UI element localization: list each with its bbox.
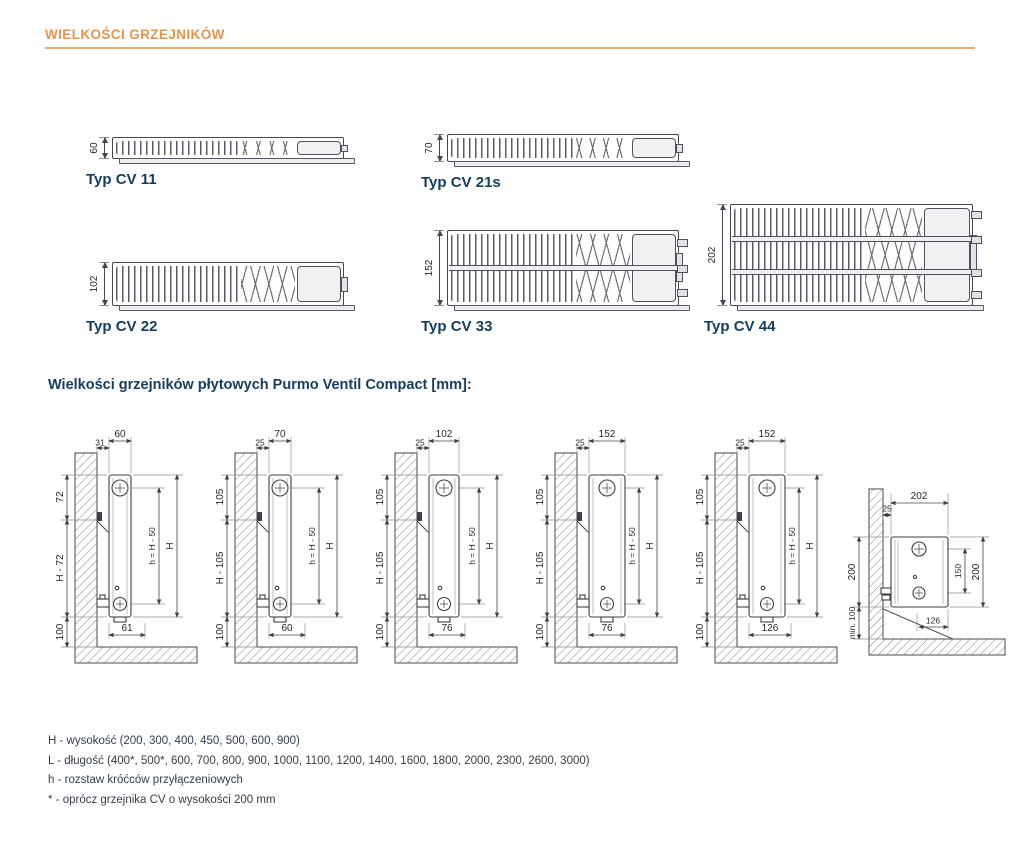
legend-line-footnote: * - oprócz grzejnika CV o wysokości 200 mm: [48, 793, 276, 806]
svg-text:105: 105: [375, 488, 386, 506]
radiator-top-view-cv44: [704, 204, 973, 335]
wall-bracket: [417, 512, 422, 521]
svg-text:H: H: [485, 542, 496, 550]
valve: [417, 599, 429, 607]
svg-text:126: 126: [925, 615, 941, 626]
svg-text:25: 25: [415, 437, 425, 448]
convector-pattern: [241, 266, 296, 302]
svg-text:H - 105: H - 105: [695, 551, 706, 585]
wall-bracket: [577, 512, 582, 521]
svg-text:76: 76: [601, 623, 613, 634]
wall-and-floor: [75, 453, 197, 663]
foot: [601, 617, 613, 622]
svg-text:100: 100: [55, 623, 66, 641]
radiator-type-label: Typ CV 33: [421, 318, 493, 335]
legend-line-height: H - wysokość (200, 300, 400, 450, 500, 600, 900): [48, 735, 300, 747]
svg-text:200: 200: [847, 563, 858, 581]
svg-text:h = H - 50: h = H - 50: [787, 527, 797, 565]
middle-rail: [732, 236, 971, 242]
hanger-tab: [677, 265, 688, 273]
radiator-type-label: Typ CV 21s: [421, 174, 501, 191]
convector-pattern: [865, 208, 923, 302]
radiator-top-view-cv11: [86, 137, 344, 188]
radiator-body: [737, 475, 785, 622]
svg-text:H: H: [325, 542, 336, 550]
header-cap: [297, 141, 341, 155]
radiator-body: [881, 537, 953, 639]
valve: [737, 599, 749, 607]
hanger-tab: [677, 289, 688, 297]
foot: [114, 617, 126, 622]
hanger-tab: [971, 291, 982, 299]
svg-text:100: 100: [535, 623, 546, 641]
section-heading: Wielkości grzejników płytowych Purmo Ventil Compact [mm]:: [48, 377, 472, 393]
dimension-value: 60: [89, 142, 100, 154]
wall-bracket: [737, 512, 742, 521]
dimension-arrow-line: [104, 263, 105, 305]
fin-pattern: [116, 266, 239, 302]
hanger-tab: [971, 269, 982, 277]
corner-installation-diagram: [845, 467, 1027, 667]
svg-text:152: 152: [598, 429, 616, 440]
svg-text:H - 105: H - 105: [535, 551, 546, 585]
bottom-rail: [737, 305, 984, 311]
dimension-value: 102: [89, 275, 100, 293]
svg-text:H: H: [805, 542, 816, 550]
side-view-diagram-4: [525, 425, 685, 675]
svg-text:105: 105: [695, 488, 706, 506]
valve: [97, 599, 109, 607]
page-title: WIELKOŚCI GRZEJNIKÓW: [45, 27, 225, 42]
radiator-drawing: [112, 137, 344, 159]
svg-text:61: 61: [121, 623, 133, 634]
fin-pattern: [116, 141, 239, 155]
convector-pattern: [241, 141, 296, 155]
svg-text:70: 70: [274, 429, 286, 440]
svg-text:76: 76: [441, 623, 453, 634]
depth-dimension: [86, 262, 112, 306]
header-cap: [632, 138, 676, 158]
svg-text:100: 100: [695, 623, 706, 641]
dimension-value: 202: [707, 246, 718, 264]
depth-dimension: [704, 204, 730, 306]
radiator-body: [417, 475, 459, 622]
radiator-drawing: [447, 230, 679, 306]
radiator-body: [257, 475, 291, 622]
radiator-top-view-cv22: [86, 262, 344, 335]
svg-text:H: H: [645, 542, 656, 550]
dimension-arrow-line: [439, 231, 440, 305]
side-view-diagram-5: [685, 425, 845, 675]
svg-text:25: 25: [882, 503, 892, 514]
side-view-diagram-1: [45, 425, 205, 675]
middle-rail: [732, 269, 971, 275]
radiator-drawing: [730, 204, 973, 306]
header-cap: [924, 208, 970, 302]
wall-bracket: [257, 512, 262, 521]
svg-text:25: 25: [735, 437, 745, 448]
svg-text:H: H: [165, 542, 176, 550]
svg-text:150: 150: [953, 563, 963, 579]
foot: [274, 617, 286, 622]
radiator-drawing: [447, 134, 679, 162]
svg-text:126: 126: [761, 623, 779, 634]
bottom-rail: [454, 161, 690, 167]
radiator-top-view-cv33: [421, 230, 679, 335]
radiator-type-label: Typ CV 11: [86, 171, 157, 188]
bottom-rail: [119, 305, 355, 311]
valve: [881, 588, 891, 594]
legend: [48, 732, 590, 810]
legend-line-length: L - długość (400*, 500*, 600, 700, 800, 900, 1000, 1100, 1200, 1400, 1600, 1800, 2000, 2300, 2600, 3000): [48, 754, 590, 767]
valve: [257, 599, 269, 607]
radiator-body: [577, 475, 625, 622]
svg-text:h = H - 50: h = H - 50: [467, 527, 477, 565]
radiator-drawing: [112, 262, 344, 306]
svg-text:152: 152: [758, 429, 776, 440]
svg-text:31: 31: [95, 437, 105, 448]
dimension-value: 70: [424, 142, 435, 154]
legend-line-pipe-spacing: h - rozstaw króćców przyłączeniowych: [48, 774, 243, 786]
side-view-diagram-3: [365, 425, 525, 675]
svg-text:H - 105: H - 105: [375, 551, 386, 585]
dimension-value: 152: [424, 259, 435, 277]
svg-text:h = H - 50: h = H - 50: [627, 527, 637, 565]
bottom-rail: [454, 305, 690, 311]
bottom-rail: [119, 158, 355, 164]
svg-text:72: 72: [55, 491, 66, 503]
dimension-arrow-line: [722, 205, 723, 305]
svg-text:100: 100: [215, 623, 226, 641]
svg-text:105: 105: [215, 488, 226, 506]
radiator-top-view-cv21s: [421, 134, 679, 191]
svg-text:102: 102: [435, 429, 453, 440]
svg-text:105: 105: [535, 488, 546, 506]
dimension-arrow-line: [104, 138, 105, 158]
svg-text:100: 100: [375, 623, 386, 641]
hanger-tab: [677, 239, 688, 247]
svg-text:200: 200: [971, 563, 982, 581]
svg-text:202: 202: [910, 491, 928, 502]
svg-text:min. 100: min. 100: [847, 606, 857, 640]
fin-pattern: [734, 208, 863, 302]
hanger-tab: [971, 236, 982, 244]
side-view-diagram-2: [205, 425, 365, 675]
wall-bracket: [97, 512, 102, 521]
dimension-arrow-line: [439, 135, 440, 161]
svg-text:60: 60: [281, 623, 293, 634]
svg-text:h = H - 50: h = H - 50: [147, 527, 157, 565]
radiator-type-label: Typ CV 44: [704, 318, 776, 335]
convector-pattern: [576, 138, 631, 158]
valve: [577, 599, 589, 607]
hanger-tab: [971, 211, 982, 219]
radiator-body: [97, 475, 131, 622]
title-divider: [45, 47, 975, 49]
svg-text:h = H - 50: h = H - 50: [307, 527, 317, 565]
svg-text:H - 72: H - 72: [55, 554, 66, 582]
svg-text:25: 25: [575, 437, 585, 448]
radiator-type-label: Typ CV 22: [86, 318, 158, 335]
middle-rail: [449, 265, 677, 271]
depth-dimension: [421, 134, 447, 162]
fin-pattern: [451, 138, 574, 158]
depth-dimension: [86, 137, 112, 159]
sill-line: [883, 609, 953, 639]
foot: [761, 617, 773, 622]
wall-and-floor: [235, 453, 357, 663]
header-cap: [297, 266, 341, 302]
svg-text:25: 25: [255, 437, 265, 448]
foot: [438, 617, 450, 622]
svg-text:60: 60: [114, 429, 126, 440]
svg-text:H - 105: H - 105: [215, 551, 226, 585]
depth-dimension: [421, 230, 447, 306]
